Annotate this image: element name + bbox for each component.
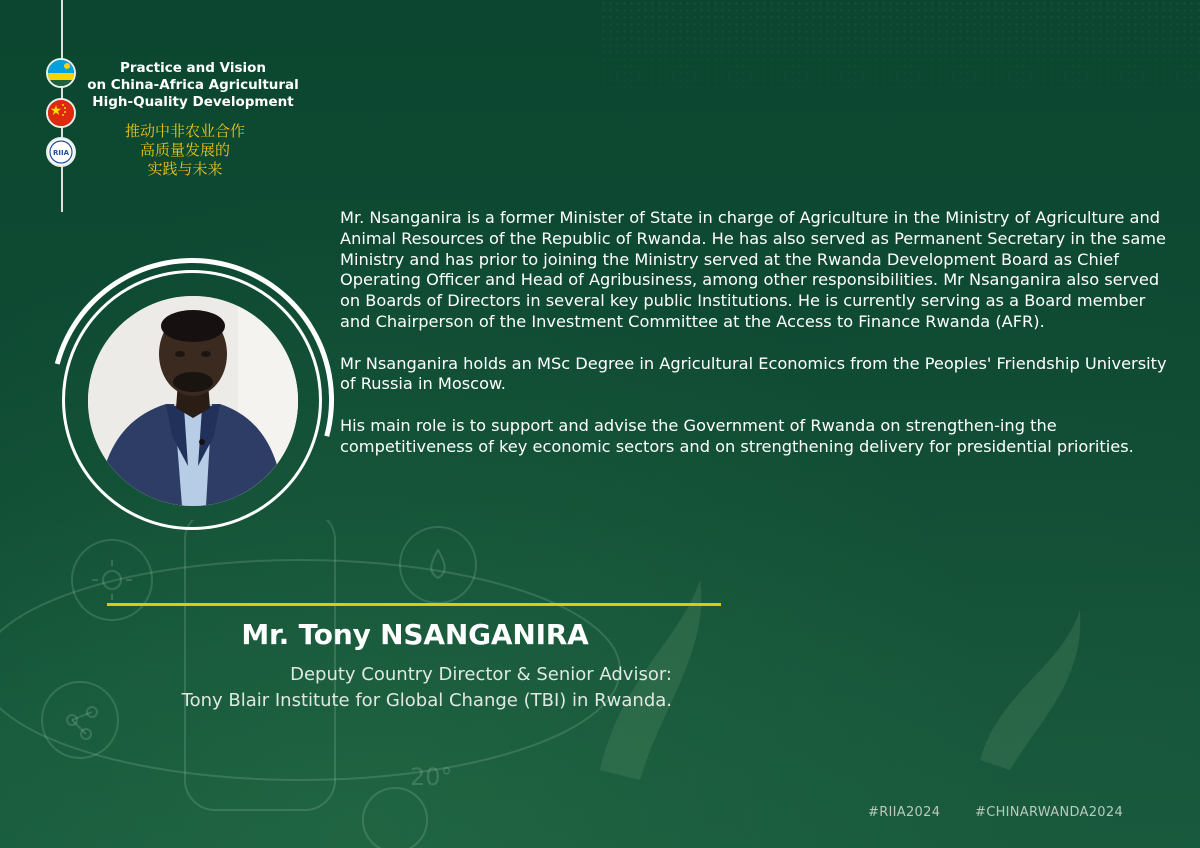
hashtag-chinarwanda: #CHINARWANDA2024: [975, 805, 1124, 820]
speaker-biography: [340, 208, 1170, 478]
title-en-line: High-Quality Development: [92, 94, 294, 110]
title-cn-line: 推动中非农业合作: [124, 122, 245, 140]
riia-logo-icon: [46, 137, 76, 167]
title-cn-line: 高质量发展的: [139, 141, 230, 159]
temperature-text: 20°: [410, 763, 453, 791]
hashtag-riia: #RIIA2024: [868, 805, 941, 820]
name-divider: [107, 603, 721, 606]
rwanda-flag-icon: [46, 58, 76, 88]
speaker-name: Mr. Tony NSANGANIRA: [241, 618, 589, 651]
dot-pattern: [600, 0, 1200, 120]
bio-paragraph: Mr. Nsanganira is a former Minister of State in charge of Agriculture in the Ministry of Agriculture and Animal Resources of the Republic of Rwanda. He has also served as Permanent Secretary in the same Ministry and has prior to joining the Ministry served at the Rwanda Development Board as Chief Operating Officer and Head of Agribusiness, among other responsibilities. Mr Nsanganira also served on Boards of Directors in several key public Institutions. He is currently serving as a Board member and Chairperson of the Investment Committee at the Access to Finance Rwanda (AFR).: [340, 208, 1167, 331]
title-en-line: Practice and Vision: [119, 60, 267, 76]
china-flag-icon: [46, 98, 76, 128]
title-cn-line: 实践与未来: [147, 160, 223, 178]
speaker-portrait: [88, 296, 298, 506]
speaker-organization: Tony Blair Institute for Global Change (TBI) in Rwanda.: [181, 690, 672, 711]
bio-paragraph: Mr Nsanganira holds an MSc Degree in Agricultural Economics from the Peoples' Friendship University of Russia in Moscow.: [340, 353, 1167, 394]
event-title-english: [78, 60, 308, 111]
bio-paragraph: His main role is to support and advise the Government of Rwanda on strengthen-ing the competitiveness of key economic sectors and on strengthening delivery for presidential priorities.: [340, 415, 1134, 456]
event-title-chinese: [100, 122, 270, 179]
svg-text:RIIA: RIIA: [52, 149, 70, 157]
title-en-line: on China-Africa Agricultural: [87, 77, 299, 93]
speaker-position: Deputy Country Director & Senior Advisor:: [290, 664, 672, 685]
